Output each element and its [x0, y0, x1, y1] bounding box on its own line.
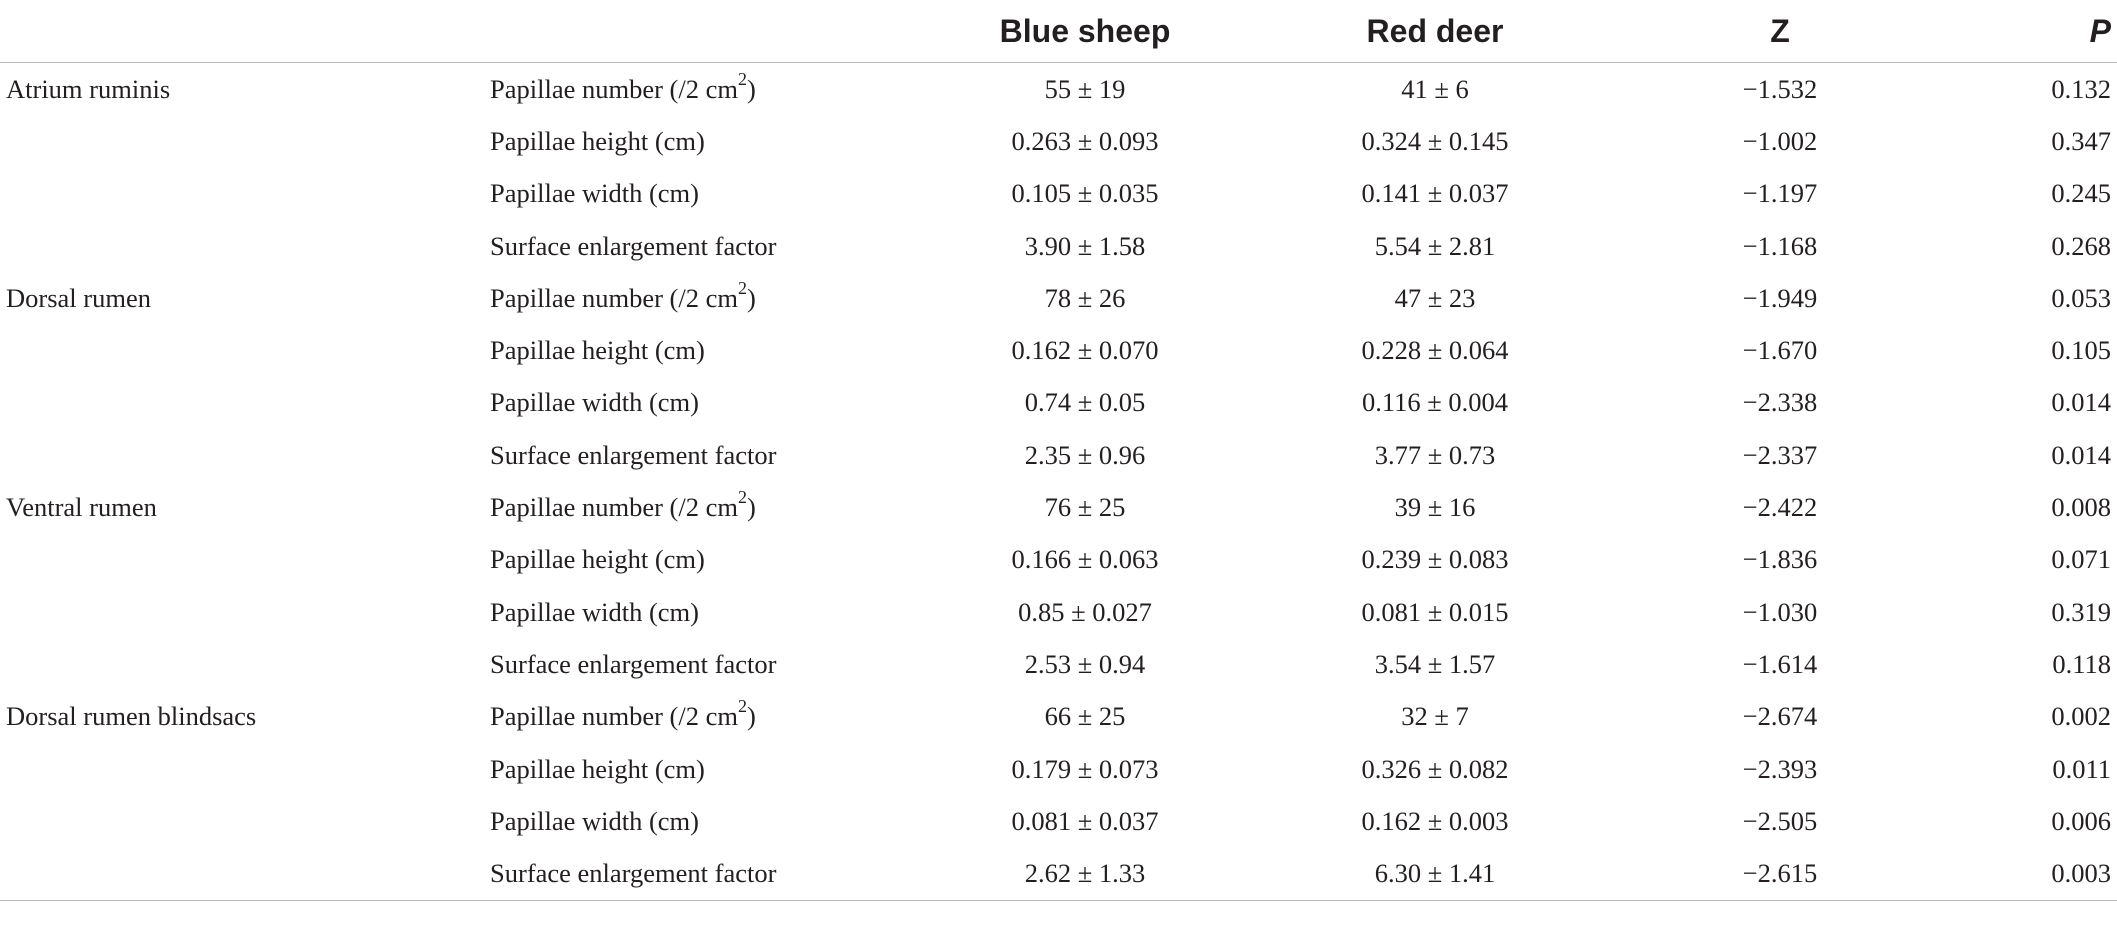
- measure-cell: [490, 115, 920, 167]
- measure-superscript: 2: [738, 487, 747, 508]
- blue-sheep-cell: 2.35 ± 0.96: [1024, 439, 1146, 470]
- table-row: [0, 324, 2117, 376]
- z-cell: −1.030: [1742, 596, 1818, 627]
- red-deer-cell: 0.326 ± 0.082: [1361, 753, 1509, 784]
- measure-cell: [490, 691, 920, 743]
- measure-cell: [490, 638, 920, 690]
- table-row: [0, 115, 2117, 167]
- blue-sheep-cell: 2.62 ± 1.33: [920, 847, 1250, 900]
- measure-cell: [490, 272, 920, 324]
- measure-label: Surface enlargement factor: [490, 858, 777, 889]
- red-deer-cell: 5.54 ± 2.81: [1374, 230, 1496, 261]
- measure-label: Papillae width (cm): [490, 178, 699, 209]
- measure-close-paren: ): [747, 282, 756, 313]
- region-cell: [0, 847, 490, 900]
- measure-cell: [490, 534, 920, 586]
- region-cell: [0, 429, 490, 481]
- p-cell: 0.006: [2051, 805, 2111, 836]
- region-cell: Dorsal rumen: [6, 282, 151, 313]
- region-cell: [0, 534, 490, 586]
- measure-label: Surface enlargement factor: [490, 648, 777, 679]
- measure-label: Papillae width (cm): [490, 387, 699, 418]
- red-deer-cell: 47 ± 23: [1394, 282, 1476, 313]
- table-row: [0, 743, 2117, 795]
- table-row: [0, 429, 2117, 481]
- region-cell: Ventral rumen: [6, 492, 157, 523]
- p-cell: 0.011: [2052, 753, 2111, 784]
- measure-superscript: 2: [738, 278, 747, 298]
- z-cell: −1.197: [1742, 178, 1818, 209]
- region-cell: [0, 220, 490, 272]
- p-cell: 0.132: [2051, 73, 2111, 104]
- measure-label: Surface enlargement factor: [490, 230, 777, 261]
- region-cell: [0, 377, 490, 429]
- measure-label: Papillae height (cm): [490, 753, 705, 784]
- table-body: [0, 63, 2117, 901]
- red-deer-cell: 0.239 ± 0.083: [1361, 544, 1509, 575]
- header-measure: [490, 0, 920, 63]
- table-row: [0, 638, 2117, 690]
- table-row: [0, 272, 2117, 324]
- measure-close-paren: ): [747, 492, 756, 523]
- z-cell: −1.168: [1742, 230, 1818, 261]
- z-cell: −2.393: [1742, 753, 1818, 784]
- p-cell: 0.053: [2051, 282, 2111, 313]
- measure-cell: [490, 429, 920, 481]
- blue-sheep-cell: 0.105 ± 0.035: [1011, 178, 1159, 209]
- table-row: [0, 168, 2117, 220]
- table-row: [0, 586, 2117, 638]
- measure-label: Papillae height (cm): [490, 544, 705, 575]
- measure-cell: [490, 586, 920, 638]
- z-cell: −1.836: [1742, 544, 1818, 575]
- blue-sheep-cell: 55 ± 19: [1044, 73, 1126, 104]
- red-deer-cell: 0.081 ± 0.015: [1361, 596, 1509, 627]
- z-cell: −1.614: [1742, 648, 1818, 679]
- z-cell: −2.674: [1742, 701, 1818, 732]
- blue-sheep-cell: 76 ± 25: [1044, 492, 1126, 523]
- p-cell: 0.319: [2051, 596, 2111, 627]
- z-cell: −2.338: [1742, 387, 1818, 418]
- blue-sheep-cell: 0.162 ± 0.070: [1011, 335, 1159, 366]
- region-cell: [0, 168, 490, 220]
- red-deer-cell: 0.141 ± 0.037: [1361, 178, 1509, 209]
- region-cell: [0, 638, 490, 690]
- measure-label: Papillae number (/2 cm: [490, 492, 738, 523]
- measure-cell: [490, 743, 920, 795]
- z-cell: −1.532: [1742, 73, 1818, 104]
- table-row: [0, 847, 2117, 900]
- header-z: Z: [1620, 0, 1940, 63]
- table-row: [0, 691, 2117, 743]
- header-region: [0, 0, 490, 63]
- red-deer-cell: 32 ± 7: [1401, 701, 1469, 732]
- p-cell: 0.268: [2051, 230, 2111, 261]
- measure-label: Papillae width (cm): [490, 805, 699, 836]
- measure-cell: [490, 324, 920, 376]
- red-deer-cell: 3.77 ± 0.73: [1374, 439, 1496, 470]
- blue-sheep-cell: 0.263 ± 0.093: [1011, 125, 1159, 156]
- blue-sheep-cell: 0.74 ± 0.05: [1024, 387, 1146, 418]
- red-deer-cell: 0.324 ± 0.145: [1361, 125, 1509, 156]
- measure-cell: [490, 63, 920, 116]
- z-cell: −2.337: [1742, 439, 1818, 470]
- p-cell: 0.245: [2051, 178, 2111, 209]
- table-row: [0, 63, 2117, 116]
- measure-label: Papillae number (/2 cm: [490, 701, 738, 732]
- blue-sheep-cell: 2.53 ± 0.94: [1024, 648, 1146, 679]
- region-cell: Atrium ruminis: [6, 73, 171, 104]
- header-p: P: [1940, 0, 2117, 63]
- measure-label: Papillae number (/2 cm: [490, 282, 738, 313]
- measure-label: Papillae width (cm): [490, 596, 699, 627]
- red-deer-cell: 39 ± 16: [1394, 492, 1476, 523]
- measure-close-paren: ): [747, 73, 756, 104]
- blue-sheep-cell: 3.90 ± 1.58: [1024, 230, 1146, 261]
- table-header: [0, 0, 2117, 63]
- measure-superscript: 2: [738, 68, 747, 89]
- measure-label: Papillae height (cm): [490, 335, 705, 366]
- region-cell: [0, 324, 490, 376]
- measure-superscript: 2: [738, 696, 747, 717]
- red-deer-cell: 0.162 ± 0.003: [1361, 805, 1509, 836]
- z-cell: −1.949: [1742, 282, 1818, 313]
- red-deer-cell: 41 ± 6: [1401, 73, 1469, 104]
- p-cell: 0.002: [2051, 701, 2111, 732]
- p-cell: 0.008: [2051, 492, 2111, 523]
- measure-label: Papillae number (/2 cm: [490, 73, 738, 104]
- red-deer-cell: 6.30 ± 1.41: [1250, 847, 1620, 900]
- header-row: [0, 0, 2117, 63]
- header-blue-sheep: Blue sheep: [920, 0, 1250, 63]
- z-cell: −2.615: [1620, 847, 1940, 900]
- region-cell: [0, 795, 490, 847]
- measure-close-paren: ): [747, 701, 756, 732]
- table-row: [0, 481, 2117, 533]
- p-cell: 0.071: [2051, 544, 2111, 575]
- z-cell: −2.505: [1742, 805, 1818, 836]
- region-cell: [0, 743, 490, 795]
- measure-cell: [490, 377, 920, 429]
- measure-cell: [490, 168, 920, 220]
- blue-sheep-cell: 66 ± 25: [1044, 701, 1126, 732]
- red-deer-cell: 0.228 ± 0.064: [1361, 335, 1509, 366]
- blue-sheep-cell: 0.166 ± 0.063: [1011, 544, 1159, 575]
- measure-cell: [490, 847, 920, 900]
- z-cell: −1.002: [1742, 125, 1818, 156]
- red-deer-cell: 0.116 ± 0.004: [1361, 387, 1509, 418]
- region-cell: [0, 115, 490, 167]
- measure-cell: [490, 481, 920, 533]
- measure-label: Surface enlargement factor: [490, 439, 777, 470]
- table-row: [0, 534, 2117, 586]
- p-cell: 0.105: [2051, 335, 2111, 366]
- table-row: [0, 377, 2117, 429]
- measure-cell: [490, 220, 920, 272]
- z-cell: −2.422: [1742, 492, 1818, 523]
- blue-sheep-cell: 0.179 ± 0.073: [1011, 753, 1159, 784]
- blue-sheep-cell: 0.85 ± 0.027: [1018, 596, 1152, 627]
- blue-sheep-cell: 78 ± 26: [1044, 282, 1126, 313]
- p-cell: 0.347: [2051, 125, 2111, 156]
- table-row: [0, 795, 2117, 847]
- table-row: [0, 220, 2117, 272]
- header-red-deer: Red deer: [1250, 0, 1620, 63]
- p-cell: 0.118: [2052, 648, 2111, 679]
- p-cell: 0.014: [2051, 439, 2111, 470]
- blue-sheep-cell: 0.081 ± 0.037: [1011, 805, 1159, 836]
- region-cell: Dorsal rumen blindsacs: [6, 701, 257, 732]
- region-cell: [0, 586, 490, 638]
- p-cell: 0.003: [1940, 847, 2117, 900]
- red-deer-cell: 3.54 ± 1.57: [1374, 648, 1496, 679]
- p-cell: 0.014: [2051, 387, 2111, 418]
- measure-label: Papillae height (cm): [490, 125, 705, 156]
- measure-cell: [490, 795, 920, 847]
- z-cell: −1.670: [1742, 335, 1818, 366]
